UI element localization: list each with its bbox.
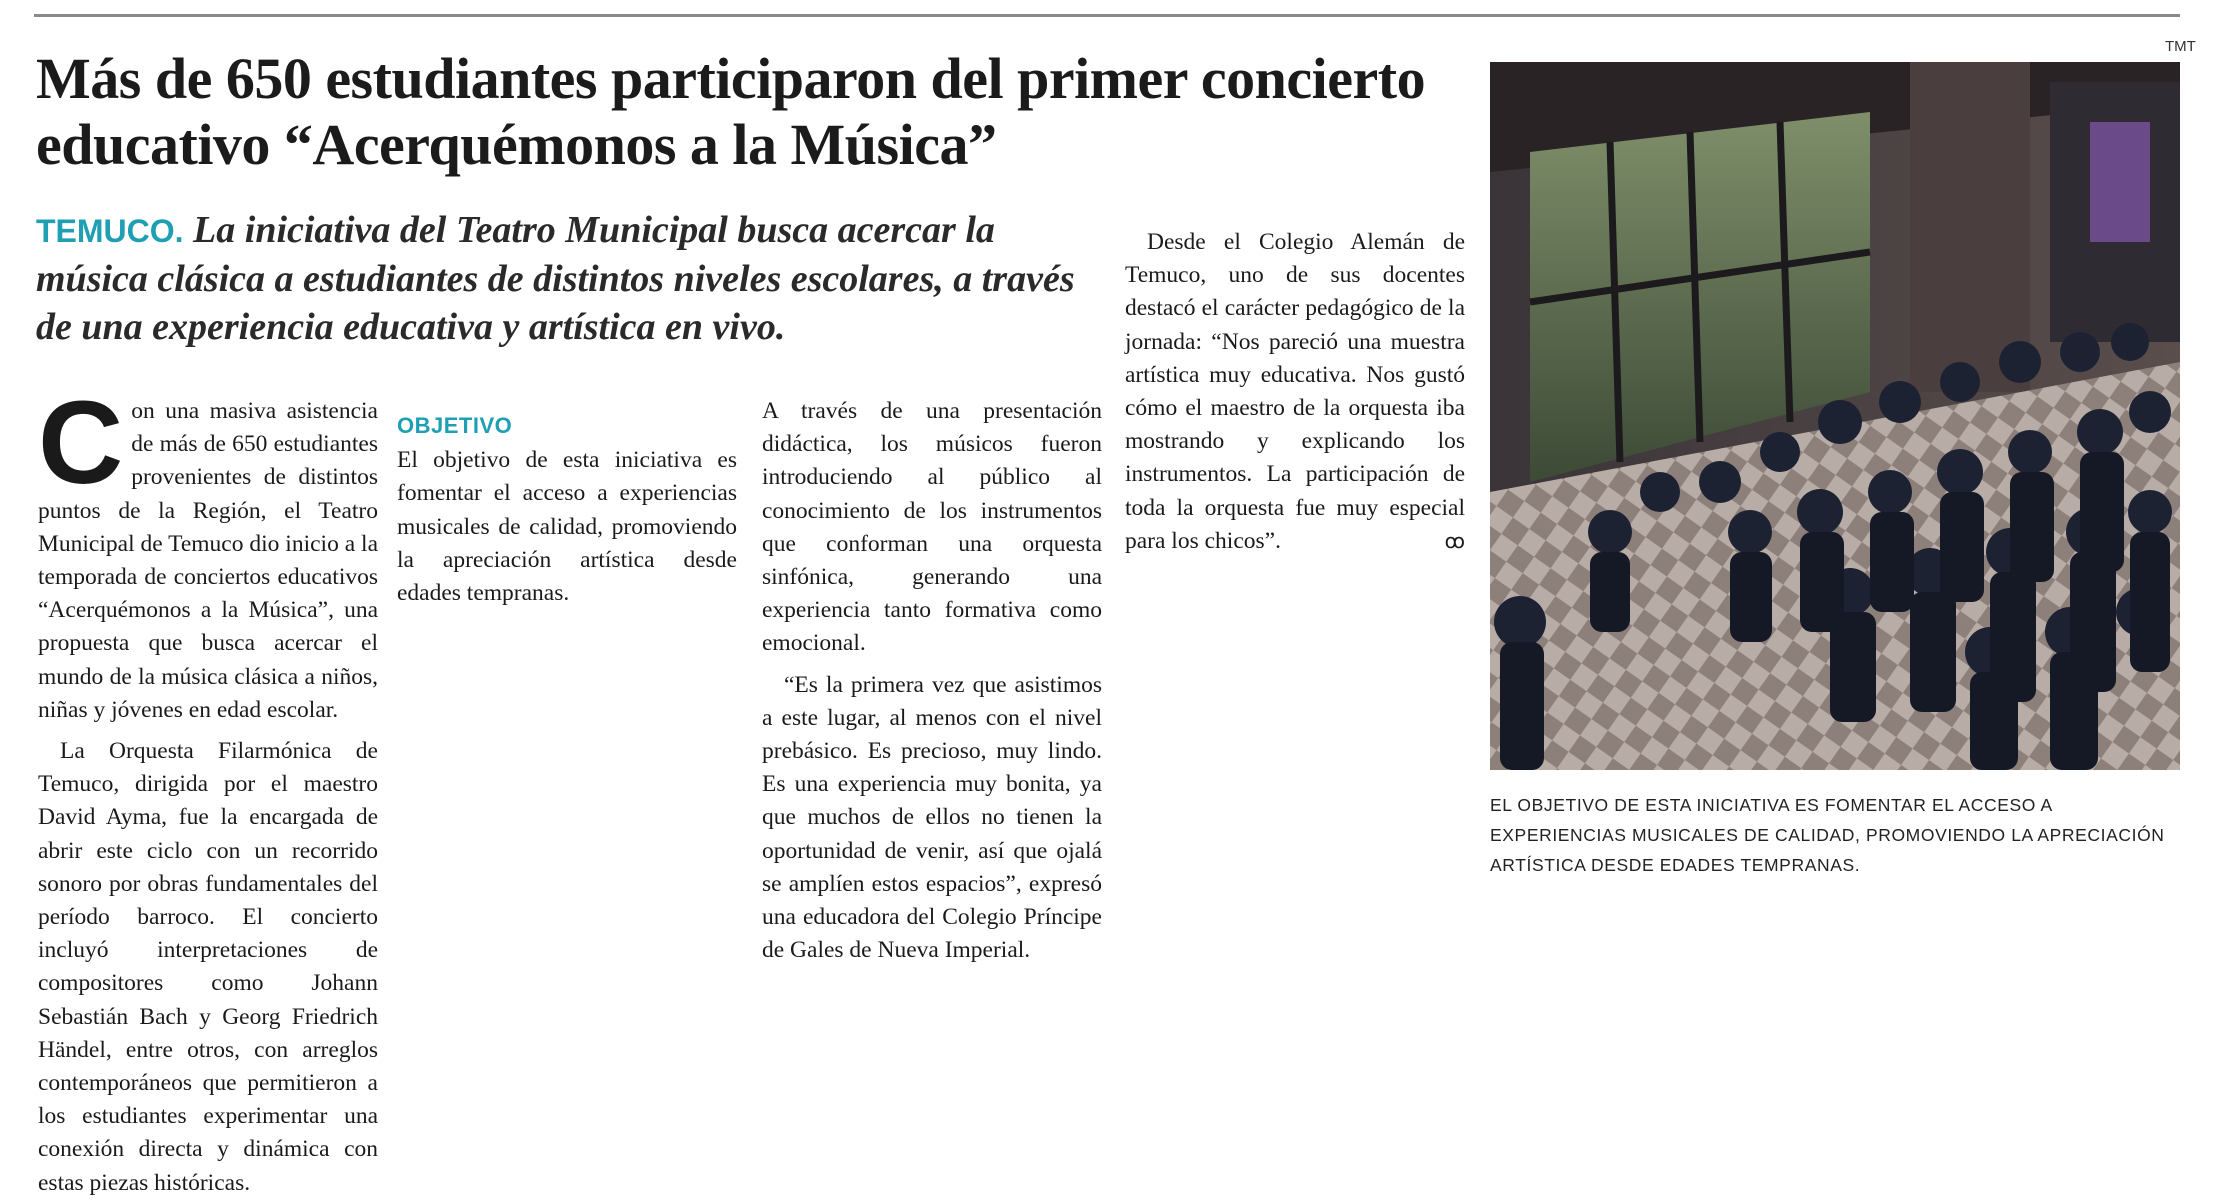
photo-caption: EL OBJETIVO DE ESTA INICIATIVA ES FOMENTAR EL ACCESO A EXPERIENCIAS MUSICALES DE CALIDAD, PROMOVIENDO LA APRECIACIÓN ARTÍSTICA DESDE EDADES TEMPRANAS. (1490, 795, 2165, 875)
section-subhead-objetivo: OBJETIVO (397, 413, 513, 438)
deck (36, 206, 1096, 351)
headline: Más de 650 estudiantes participaron del primer concierto educativo “Acerquémonos a la Música” (36, 46, 1426, 177)
article-column-4 (1125, 226, 1465, 558)
paragraph-2: La Orquesta Filarmónica de Temuco, dirigida por el maestro David Ayma, fue la encargada de abrir este ciclo con un recorrido sonoro por obras fundamentales del período barroco. El concierto incluyó interpretaciones de compositores como Johann Sebastián Bach y Georg Friedrich Händel, entre otros, con arreglos contemporáneos que permitieron a los estudiantes experimentar una conexión directa y dinámica con estas piezas históricas. (38, 738, 378, 1196)
article-photo (1490, 62, 2180, 770)
paragraph-6-text: Desde el Colegio Alemán de Temuco, uno de sus docentes destacó el carácter pedagógico de la jornada: “Nos pareció una muestra artística muy educativa. Nos gustó cómo el maestro de la orquesta iba mostrando y explicando los instrumentos. La participación de toda la orquesta fue muy especial para los chicos”. (1125, 229, 1465, 554)
end-mark-icon: ꝏ (1444, 528, 1465, 553)
article-column-2 (397, 395, 737, 610)
paragraph-6 (1125, 226, 1465, 558)
paragraph-1-text: on una masiva asistencia de más de 650 estudiantes provenientes de distintos puntos de la Región, el Teatro Municipal de Temuco dio inicio a la temporada de conciertos educativos “Acerquémonos a la Música”, una propuesta que busca acercar el mundo de la música clásica a niños, niñas y jóvenes en edad escolar. (38, 398, 378, 723)
paragraph-5: “Es la primera vez que asistimos a este lugar, al menos con el nivel prebásico. Es precioso, muy lindo. Es una experiencia muy bonita, ya que muchos de ellos no tienen la oportunidad de venir, así que ojalá se amplíen estos espacios”, expresó una educadora del Colegio Príncipe de Gales de Nueva Imperial. (762, 671, 1102, 964)
concert-lobby-photo (1490, 62, 2180, 770)
article-column-1 (38, 377, 378, 1200)
dateline-place: TEMUCO. (36, 213, 184, 249)
deck-summary: La iniciativa del Teatro Municipal busca acercar la música clásica a estudiantes de distintos niveles escolares, a través de una experiencia educativa y artística en vivo. (36, 209, 1075, 348)
drop-cap: C (38, 377, 124, 509)
paragraph-intro (38, 377, 378, 727)
top-rule (34, 14, 2180, 17)
article-column-3 (762, 395, 1102, 964)
paragraph-4: A través de una presentación didáctica, los músicos fueron introduciendo al público al conocimiento de los instrumentos que conforman una orquesta sinfónica, generando una experiencia tanto formativa como emocional. (762, 398, 1102, 657)
paragraph-3: El objetivo de esta iniciativa es fomentar el acceso a experiencias musicales de calidad, promoviendo la apreciación artística desde edades tempranas. (397, 447, 737, 607)
photo-credit: TMT (2165, 38, 2196, 55)
